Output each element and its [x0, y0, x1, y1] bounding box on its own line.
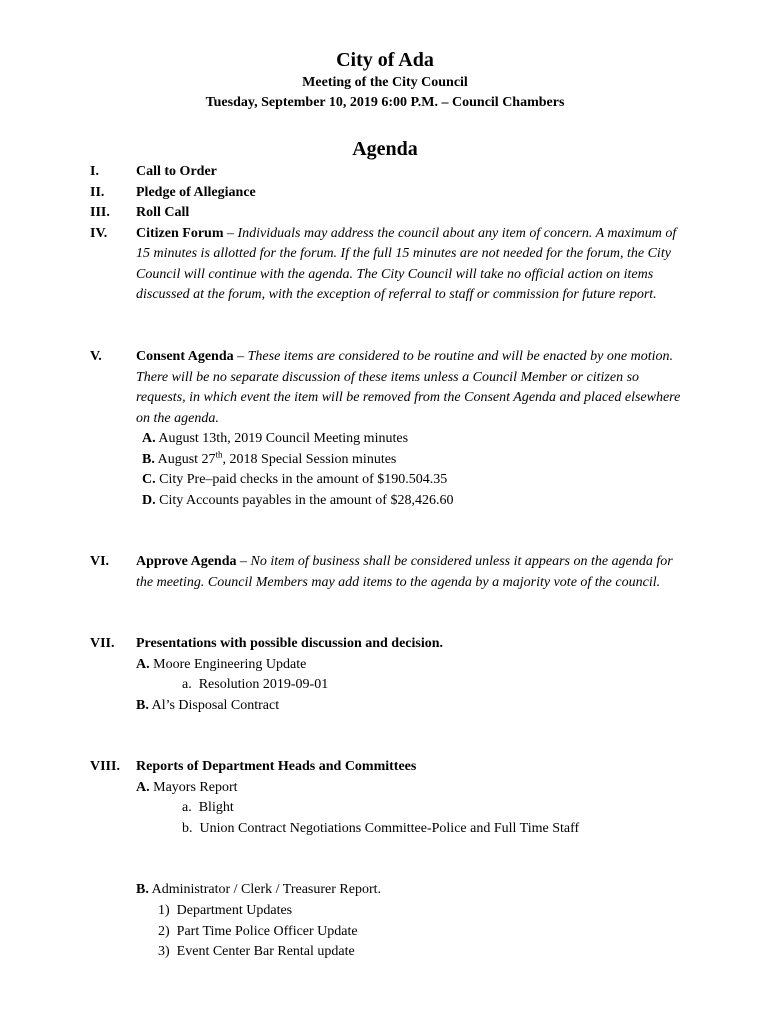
- item-number-iii: III.: [90, 205, 110, 220]
- meeting-dateline: Tuesday, September 10, 2019 6:00 P.M. – Council Chambers: [205, 95, 565, 110]
- page-title: City of Ada: [336, 49, 434, 71]
- item-dash: –: [233, 349, 248, 364]
- item-description: No item of business shall be considered unless it appears on the agenda for the meeting. Council Members may add items to the agenda by a majority vote of the council.: [136, 554, 673, 590]
- report-item-b-1: [158, 901, 292, 922]
- item-dash: –: [236, 554, 251, 569]
- meeting-subtitle: Meeting of the City Council: [302, 75, 468, 90]
- sub-label: B.: [136, 697, 149, 713]
- consent-item-c: [142, 470, 447, 491]
- item-number-vi: VI.: [90, 554, 110, 569]
- item-number-viii: VIII.: [90, 759, 120, 774]
- sub-text: Department Updates: [176, 903, 293, 918]
- presentation-item-a: [136, 655, 306, 676]
- item-citizen-forum: [136, 224, 686, 306]
- item-title: Pledge of Allegiance: [136, 184, 256, 200]
- report-item-a: [136, 778, 238, 799]
- sub-text: Mayors Report: [153, 779, 238, 795]
- item-consent-agenda: [136, 347, 686, 429]
- report-item-a-a: [182, 798, 234, 819]
- sub-label: A.: [136, 656, 150, 672]
- sub-label: 1): [158, 903, 170, 918]
- presentation-item-b: [136, 696, 279, 717]
- item-dash: –: [223, 225, 238, 241]
- item-number-iv: IV.: [90, 225, 108, 241]
- sub-text: Al’s Disposal Contract: [151, 697, 280, 713]
- sub-label: b.: [182, 820, 193, 836]
- sub-label: B.: [136, 882, 149, 897]
- sub-text-superscript: th: [215, 448, 223, 459]
- item-title: Consent Agenda: [136, 349, 234, 364]
- sub-text: City Accounts payables in the amount of $28,426.60: [159, 492, 454, 508]
- item-title: Presentations with possible discussion and decision.: [136, 636, 444, 651]
- report-item-b-2: [158, 922, 358, 943]
- item-call-to-order: [136, 162, 686, 183]
- sub-text: Administrator / Clerk / Treasurer Report.: [151, 882, 381, 897]
- report-item-b-3: [158, 942, 355, 963]
- sub-label: 3): [158, 944, 170, 959]
- sub-text: Moore Engineering Update: [153, 656, 307, 672]
- item-number-vii: VII.: [90, 636, 115, 651]
- item-number-ii: II.: [90, 184, 105, 200]
- item-title: Roll Call: [136, 205, 190, 220]
- sub-text-pre: August 27: [157, 451, 216, 467]
- consent-item-a: [142, 429, 408, 450]
- sub-text: Blight: [198, 800, 234, 815]
- item-roll-call: [136, 203, 686, 224]
- item-presentations: [136, 634, 686, 655]
- agenda-heading: Agenda: [352, 138, 418, 160]
- sub-text: Resolution 2019-09-01: [198, 677, 329, 692]
- sub-label: A.: [142, 431, 156, 446]
- sub-label: A.: [136, 779, 150, 795]
- item-title: Reports of Department Heads and Committees: [136, 759, 417, 774]
- item-description: These items are considered to be routine and will be enacted by one motion. There will be no separate discussion of these items unless a Council Member or citizen so requests, in which event the item will be removed from the Consent Agenda and placed elsewhere on the agenda.: [136, 349, 681, 426]
- sub-text: Part Time Police Officer Update: [176, 923, 358, 939]
- consent-item-d: [142, 491, 453, 512]
- sub-label: B.: [142, 451, 155, 467]
- item-pledge: [136, 183, 686, 204]
- sub-label: D.: [142, 492, 156, 508]
- sub-text: Union Contract Negotiations Committee-Police and Full Time Staff: [199, 820, 580, 836]
- presentation-item-a-a: [182, 675, 328, 696]
- item-title: Approve Agenda: [136, 554, 237, 569]
- report-item-a-b: [182, 819, 579, 840]
- sub-text-post: , 2018 Special Session minutes: [222, 451, 397, 467]
- item-approve-agenda: [136, 552, 686, 593]
- item-title: Call to Order: [136, 164, 217, 179]
- item-number-v: V.: [90, 349, 102, 364]
- sub-label: a.: [182, 800, 192, 815]
- sub-text: City Pre–paid checks in the amount of $190.504.35: [159, 472, 448, 487]
- sub-text: August 13th, 2019 Council Meeting minutes: [158, 431, 409, 446]
- item-title: Citizen Forum: [136, 225, 224, 241]
- item-description: Individuals may address the council about any item of concern. A maximum of 15 minutes is allotted for the forum. If the full 15 minutes are not needed for the forum, the City Council will continue with the agenda. The City Council will take no official action on items discussed at the forum, with the exception of referral to staff or commission for future report.: [136, 225, 677, 302]
- sub-label: a.: [182, 677, 192, 692]
- item-number-i: I.: [90, 164, 99, 179]
- report-item-b: [136, 880, 381, 901]
- sub-label: C.: [142, 472, 156, 487]
- item-reports: [136, 757, 686, 778]
- sub-label: 2): [158, 923, 170, 939]
- sub-text: Event Center Bar Rental update: [176, 944, 355, 959]
- consent-item-b: [142, 450, 396, 471]
